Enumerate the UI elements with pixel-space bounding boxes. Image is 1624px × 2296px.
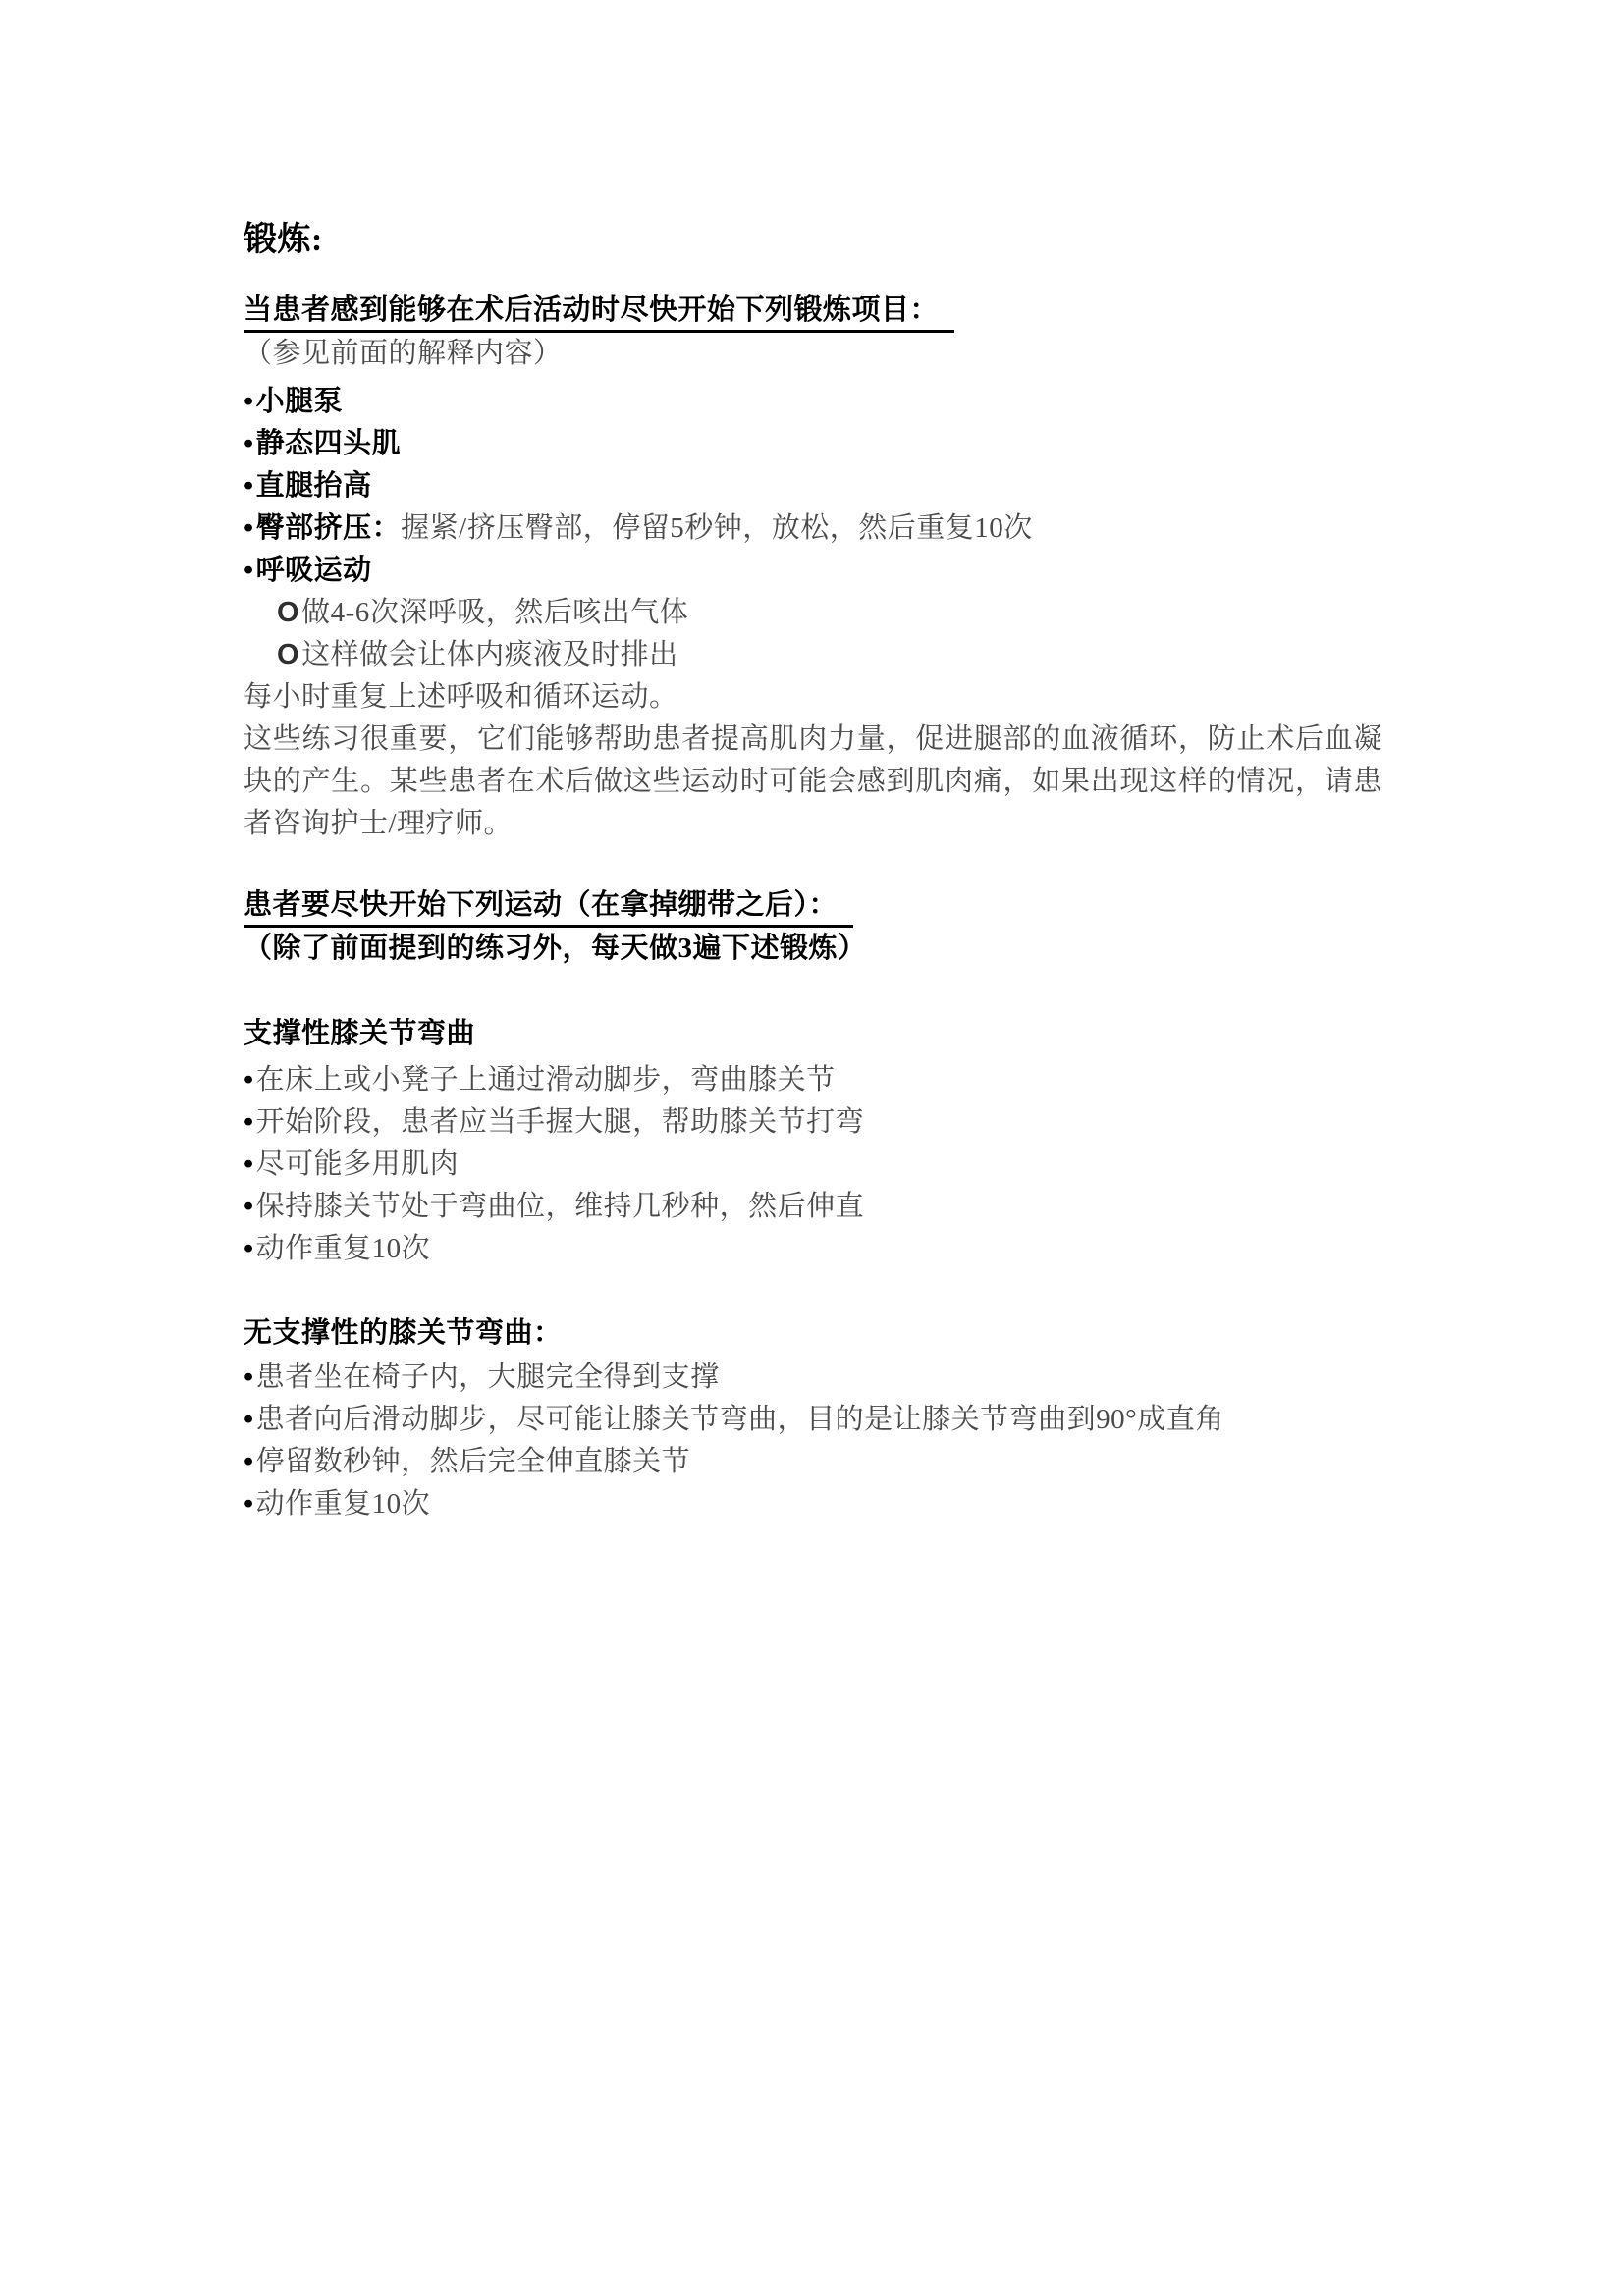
list-item [244,1059,1382,1101]
section1-paragraph: 这些练习很重要，它们能够帮助患者提高肌肉力量，促进腿部的血液循环，防止术后血凝块的产生。某些患者在术后做这些运动时可能会感到肌肉痛，如果出现这样的情况，请患者咨询护士/理疗师。 [244,723,1382,839]
list-item-text: 握紧/挤压臀部，停留5秒钟，放松，然后重复10次 [401,512,1033,544]
bullet-icon: • [244,1446,254,1477]
list-item [244,1186,1382,1228]
bullet-icon: • [244,1064,254,1095]
sub-list-item [277,634,1382,676]
list-item-text: 动作重复10次 [255,1488,431,1520]
section1-bullet-list [244,381,1382,845]
list-item [244,1101,1382,1144]
sub-list-item [277,592,1382,634]
list-item [244,381,1382,423]
list-item-text: 动作重复10次 [255,1233,431,1264]
section4 [244,1312,1382,1525]
list-item-label: 小腿泵 [255,386,344,417]
list-item [244,465,1382,507]
bullet-icon: • [244,428,254,459]
list-item-text: 保持膝关节处于弯曲位，维持几秒种，然后伸直 [255,1191,865,1222]
bullet-icon: • [244,1191,254,1222]
list-item [244,1483,1382,1525]
list-item [244,550,1382,592]
bullet-icon: • [244,555,254,586]
section4-bullet-list [244,1357,1382,1525]
bullet-icon: • [244,386,254,417]
list-item-text: 尽可能多用肌肉 [255,1148,460,1180]
list-item [244,507,1382,550]
list-item-label: 臀部挤压： [255,512,402,544]
list-item-label: 呼吸运动 [255,555,372,586]
section1-note: （参见前面的解释内容） [244,338,563,369]
bullet-icon: • [244,1404,254,1435]
section3-heading: 支撑性膝关节弯曲 [244,1018,476,1049]
page-title: 锻炼: [244,222,323,258]
bullet-icon: • [244,470,254,502]
list-item-text: 停留数秒钟，然后完全伸直膝关节 [255,1446,691,1477]
list-item-text: 在床上或小凳子上通过滑动脚步，弯曲膝关节 [255,1064,836,1095]
bullet-icon: • [244,1488,254,1520]
section1-heading-line [244,290,1382,333]
section4-heading: 无支撑性的膝关节弯曲： [244,1317,563,1349]
section2 [244,884,1382,970]
list-item-label: 直腿抬高 [255,470,372,502]
bullet-icon: • [244,512,254,544]
closing-line: 每小时重复上述呼吸和循环运动。 [244,681,678,713]
circle-bullet-icon: O [277,639,300,670]
list-item-label: 静态四头肌 [255,428,402,459]
circle-bullet-icon: O [277,597,300,628]
list-item-text: 开始阶段，患者应当手握大腿，帮助膝关节打弯 [255,1106,865,1138]
list-item-text: 患者向后滑动脚步，尽可能让膝关节弯曲，目的是让膝关节弯曲到90°成直角 [255,1404,1224,1435]
sub-list-item-text: 做4-6次深呼吸，然后咳出气体 [301,597,689,628]
list-item [244,1441,1382,1483]
bullet-icon: • [244,1362,254,1393]
list-item [244,1144,1382,1186]
section2-heading-line [244,884,1382,928]
bullet-icon: • [244,1233,254,1264]
list-item [244,423,1382,465]
list-item [244,1228,1382,1270]
bullet-icon: • [244,1148,254,1180]
bullet-icon: • [244,1106,254,1138]
sub-list-item-text: 这样做会让体内痰液及时排出 [301,639,678,670]
section1-heading: 当患者感到能够在术后活动时尽快开始下列锻炼项目： [244,292,954,333]
list-item [244,1399,1382,1441]
section2-heading: 患者要尽快开始下列运动（在拿掉绷带之后）： [244,886,853,928]
section3 [244,1013,1382,1270]
list-item [244,1357,1382,1399]
list-item-text: 患者坐在椅子内，大腿完全得到支撑 [255,1362,720,1393]
section2-note: （除了前面提到的练习外，每天做3遍下述锻炼） [244,933,867,964]
section3-bullet-list [244,1059,1382,1270]
